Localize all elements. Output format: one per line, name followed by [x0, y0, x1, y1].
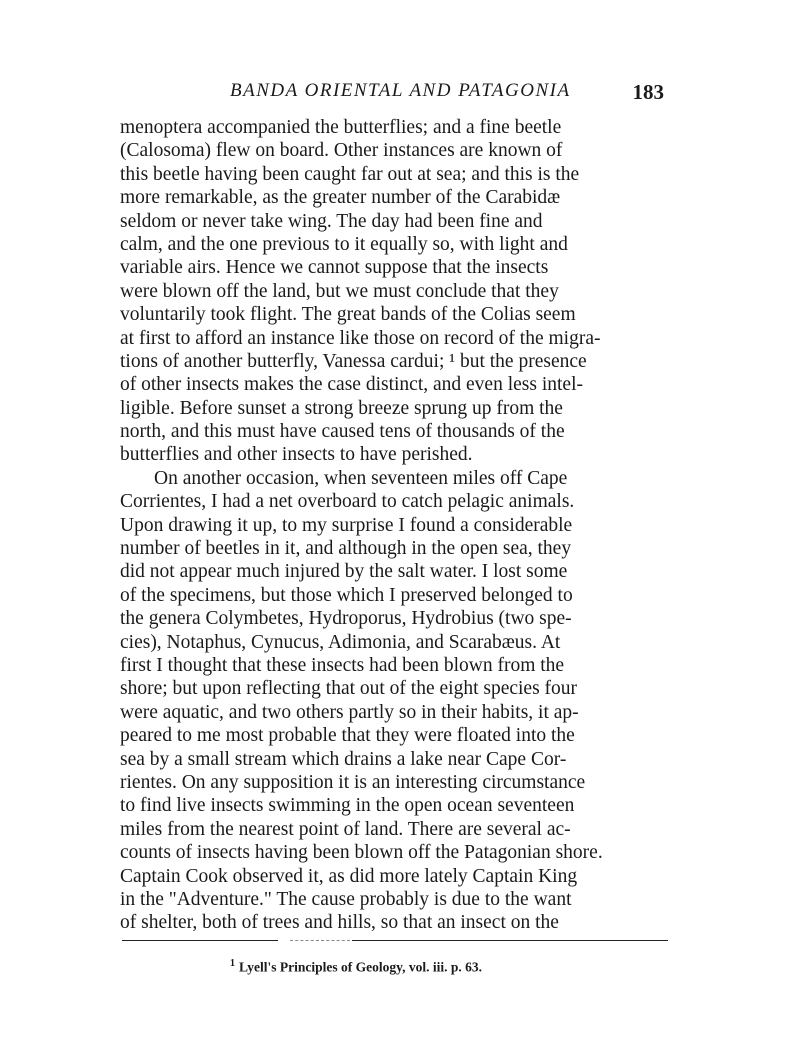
- footnote-text: Lyell's Principles of Geology, vol. iii. p. 63.: [239, 959, 483, 975]
- running-title: BANDA ORIENTAL AND PATAGONIA: [230, 80, 571, 101]
- text-line: the genera Colymbetes, Hydroporus, Hydrobius (two spe-: [120, 608, 572, 630]
- text-line: Upon drawing it up, to my surprise I found a considerable: [120, 514, 573, 536]
- text-line: tions of another butterfly, Vanessa cardui; ¹ but the presence: [120, 350, 587, 372]
- text-line: of the specimens, but those which I preserved belonged to: [120, 584, 573, 606]
- text-line: at first to afford an instance like those on record of the migra-: [120, 327, 601, 349]
- footnote-rule: [122, 940, 278, 941]
- text-line: were blown off the land, but we must conclude that they: [120, 280, 559, 302]
- text-line: rientes. On any supposition it is an interesting circumstance: [120, 771, 586, 793]
- paragraph-start-line: On another occasion, when seventeen miles off Cape: [154, 467, 568, 489]
- text-line: calm, and the one previous to it equally so, with light and: [120, 233, 568, 255]
- text-line: north, and this must have caused tens of thousands of the: [120, 421, 565, 443]
- text-line: of other insects makes the case distinct, and even less intel-: [120, 374, 583, 396]
- text-line: of shelter, both of trees and hills, so that an insect on the: [120, 912, 559, 934]
- text-line: did not appear much injured by the salt water. I lost some: [120, 561, 568, 583]
- text-line: voluntarily took flight. The great bands of the Colias seem: [120, 304, 576, 326]
- text-line: more remarkable, as the greater number of the Carabidæ: [120, 187, 561, 209]
- text-line: ligible. Before sunset a strong breeze sprung up from the: [120, 397, 563, 419]
- text-line: (Calosoma) flew on board. Other instances are known of: [120, 140, 563, 162]
- running-header: [120, 80, 680, 110]
- footnote-rule-gap: [290, 940, 350, 941]
- footnote-rule: [352, 940, 668, 941]
- text-line: counts of insects having been blown off the Patagonian shore.: [120, 842, 603, 864]
- text-line: variable airs. Hence we cannot suppose that the insects: [120, 257, 549, 279]
- text-line: butterflies and other insects to have perished.: [120, 444, 473, 466]
- text-line: cies), Notaphus, Cynucus, Adimonia, and Scarabæus. At: [120, 631, 561, 653]
- text-line: in the "Adventure." The cause probably is due to the want: [120, 888, 572, 910]
- text-line: were aquatic, and two others partly so in their habits, it ap-: [120, 701, 579, 723]
- text-line: shore; but upon reflecting that out of the eight species four: [120, 678, 578, 700]
- text-line: Corrientes, I had a net overboard to catch pelagic animals.: [120, 491, 575, 513]
- text-line: number of beetles in it, and although in the open sea, they: [120, 538, 572, 560]
- text-line: menoptera accompanied the butterflies; and a fine beetle: [120, 117, 562, 138]
- footnote-marker: 1: [230, 958, 235, 969]
- text-line: seldom or never take wing. The day had been fine and: [120, 210, 543, 232]
- text-line: sea by a small stream which drains a lake near Cape Cor-: [120, 748, 567, 770]
- text-line: peared to me most probable that they were floated into the: [120, 725, 575, 747]
- text-line: to find live insects swimming in the open ocean seventeen: [120, 795, 575, 817]
- page-number: 183: [632, 80, 664, 104]
- text-line: this beetle having been caught far out at sea; and this is the: [120, 163, 580, 185]
- text-line: first I thought that these insects had been blown from the: [120, 654, 565, 676]
- text-line: miles from the nearest point of land. There are several ac-: [120, 818, 571, 840]
- body-text: [120, 116, 680, 935]
- text-line: Captain Cook observed it, as did more lately Captain King: [120, 865, 578, 887]
- footnote: [230, 958, 630, 976]
